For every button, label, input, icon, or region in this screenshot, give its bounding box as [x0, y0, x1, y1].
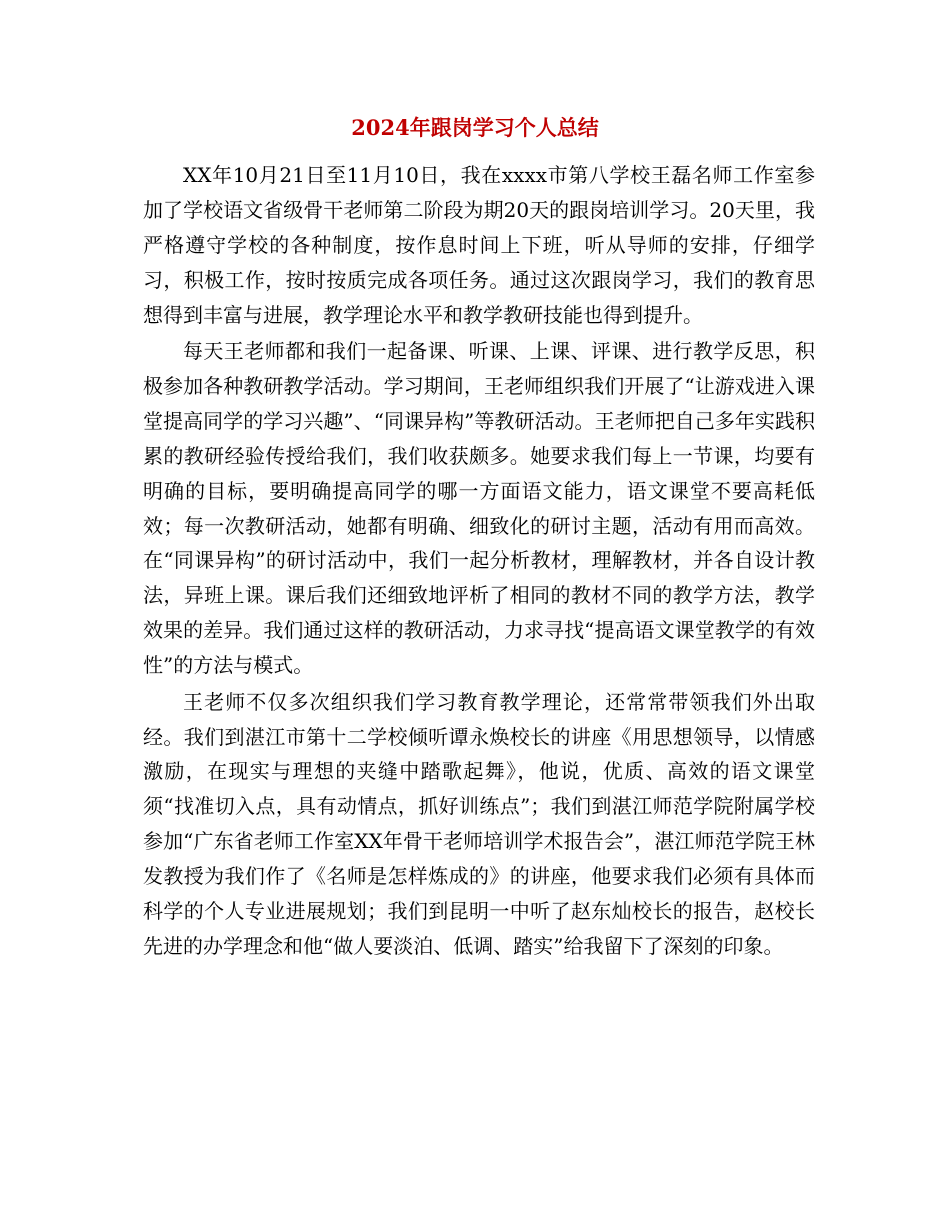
paragraph-3: 王老师不仅多次组织我们学习教育教学理论，还常常带领我们外出取经。我们到湛江市第十二学校倾听谭永焕校长的讲座《用思想领导，以情感激励，在现实与理想的夹缝中踏歌起舞》，他说，优质、高效的语文课堂须“找准切入点，具有动情点，抓好训练点”；我们到湛江师范学院附属学校参加“广东省老师工作室XX年骨干老师培训学术报告会”，湛江师范学院王林发教授为我们作了《名师是怎样炼成的》的讲座，他要求我们必须有具体而科学的个人专业进展规划；我们到昆明一中听了赵东灿校长的报告，赵校长先进的办学理念和他“做人要淡泊、低调、踏实”给我留下了深刻的印象。 [143, 689, 815, 958]
paragraph-2: 每天王老师都和我们一起备课、听课、上课、评课、进行教学反思，积极参加各种教研教学活动。学习期间，王老师组织我们开展了“让游戏进入课堂提高同学的学习兴趣”、“同课异构”等教研活动。王老师把自己多年实践积累的教研经验传授给我们，我们收获颇多。她要求我们每上一节课，均要有明确的目标，要明确提高同学的哪一方面语文能力，语文课堂不要高耗低效；每一次教研活动，她都有明确、细致化的研讨主题，活动有用而高效。在“同课异构”的研讨活动中，我们一起分析教材，理解教材，并各自设计教法，异班上课。课后我们还细致地评析了相同的教材不同的教学方法，教学效果的差异。我们通过这样的教研活动，力求寻找“提高语文课堂教学的有效性”的方法与模式。 [143, 339, 815, 678]
document-body [143, 158, 815, 965]
document-title: 2024年跟岗学习个人总结 [351, 115, 599, 140]
paragraph-1: XX年10月21日至11月10日，我在xxxx市第八学校王磊名师工作室参加了学校语文省级骨干老师第二阶段为期20天的跟岗培训学习。20天里，我严格遵守学校的各种制度，按作息时间上下班，听从导师的安排，仔细学习，积极工作，按时按质完成各项任务。通过这次跟岗学习，我们的教育思想得到丰富与进展，教学理论水平和教学教研技能也得到提升。 [143, 163, 815, 327]
